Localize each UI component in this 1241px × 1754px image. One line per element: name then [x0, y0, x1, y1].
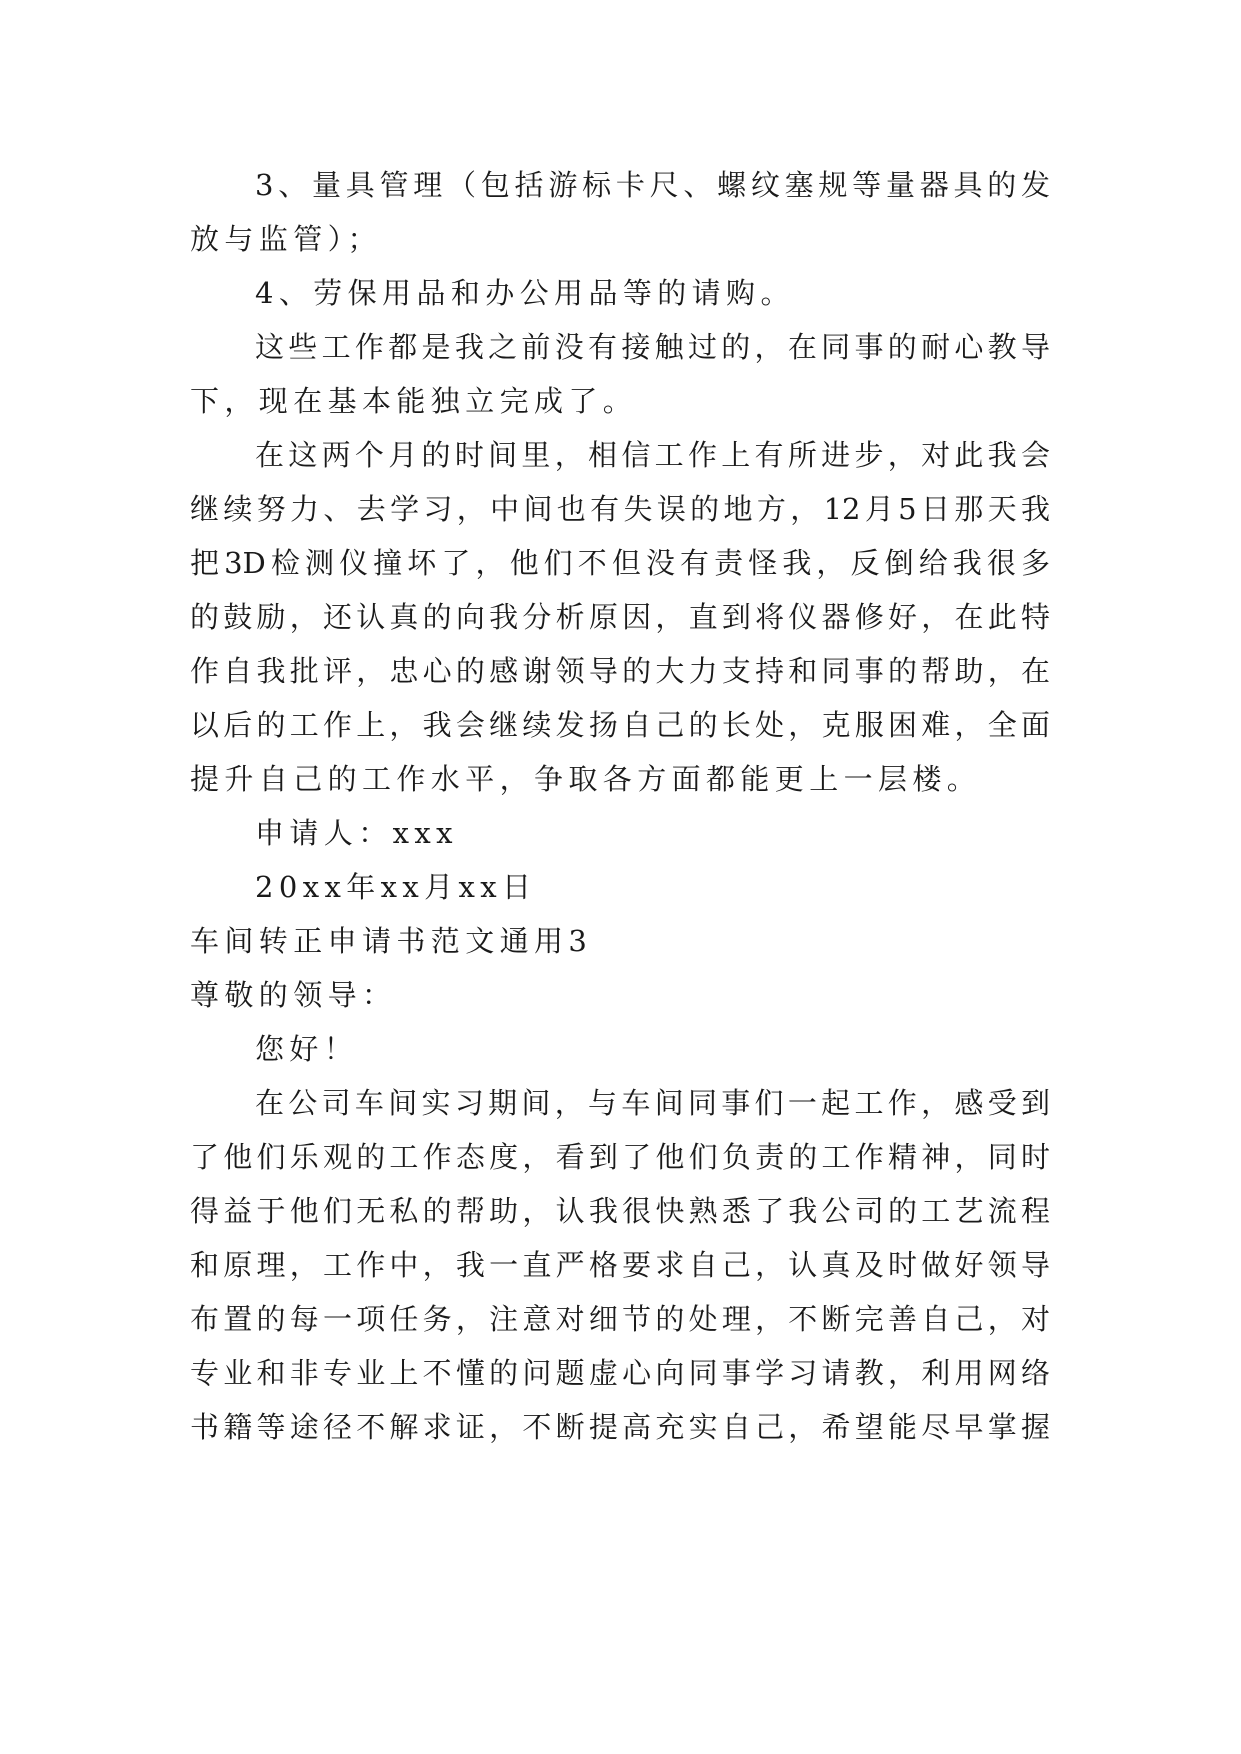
paragraph-line: 4、劳保用品和办公用品等的请购。	[255, 276, 795, 310]
date-line: 20xx年xx月xx日	[255, 870, 537, 904]
applicant-line: 申请人：xxx	[255, 816, 458, 850]
paragraph-line: 下，现在基本能独立完成了。	[190, 384, 638, 418]
salutation: 尊敬的领导：	[190, 978, 397, 1012]
paragraph-line: 布置的每一项任务，注意对细节的处理，不断完善自己，对	[190, 1302, 1050, 1336]
paragraph-line: 了他们乐观的工作态度，看到了他们负责的工作精神，同时	[190, 1140, 1050, 1174]
paragraph-line: 提升自己的工作水平，争取各方面都能更上一层楼。	[190, 762, 982, 796]
paragraph-line: 以后的工作上，我会继续发扬自己的长处，克服困难，全面	[190, 708, 1050, 742]
paragraph-line: 得益于他们无私的帮助，认我很快熟悉了我公司的工艺流程	[190, 1194, 1050, 1228]
paragraph-line: 放与监管）；	[190, 222, 382, 256]
paragraph-line: 书籍等途径不解求证，不断提高充实自己，希望能尽早掌握	[190, 1410, 1050, 1444]
paragraph-line: 作自我批评，忠心的感谢领导的大力支持和同事的帮助，在	[190, 654, 1050, 688]
paragraph-line: 继续努力、去学习，中间也有失误的地方，12月5日那天我	[190, 492, 1050, 526]
paragraph-line: 专业和非专业上不懂的问题虚心向同事学习请教，利用网络	[190, 1356, 1050, 1390]
section-title: 车间转正申请书范文通用3	[190, 924, 593, 958]
paragraph-line: 的鼓励，还认真的向我分析原因，直到将仪器修好，在此特	[190, 600, 1050, 634]
paragraph-line: 在这两个月的时间里，相信工作上有所进步，对此我会	[255, 438, 1050, 472]
paragraph-line: 和原理，工作中，我一直严格要求自己，认真及时做好领导	[190, 1248, 1050, 1282]
paragraph-line: 3、量具管理（包括游标卡尺、螺纹塞规等量器具的发	[255, 168, 1050, 202]
paragraph-line: 在公司车间实习期间，与车间同事们一起工作，感受到	[255, 1086, 1050, 1120]
paragraph-line: 把3D检测仪撞坏了，他们不但没有责怪我，反倒给我很多	[190, 546, 1050, 580]
greeting: 您好！	[255, 1032, 359, 1066]
paragraph-line: 这些工作都是我之前没有接触过的，在同事的耐心教导	[255, 330, 1050, 364]
